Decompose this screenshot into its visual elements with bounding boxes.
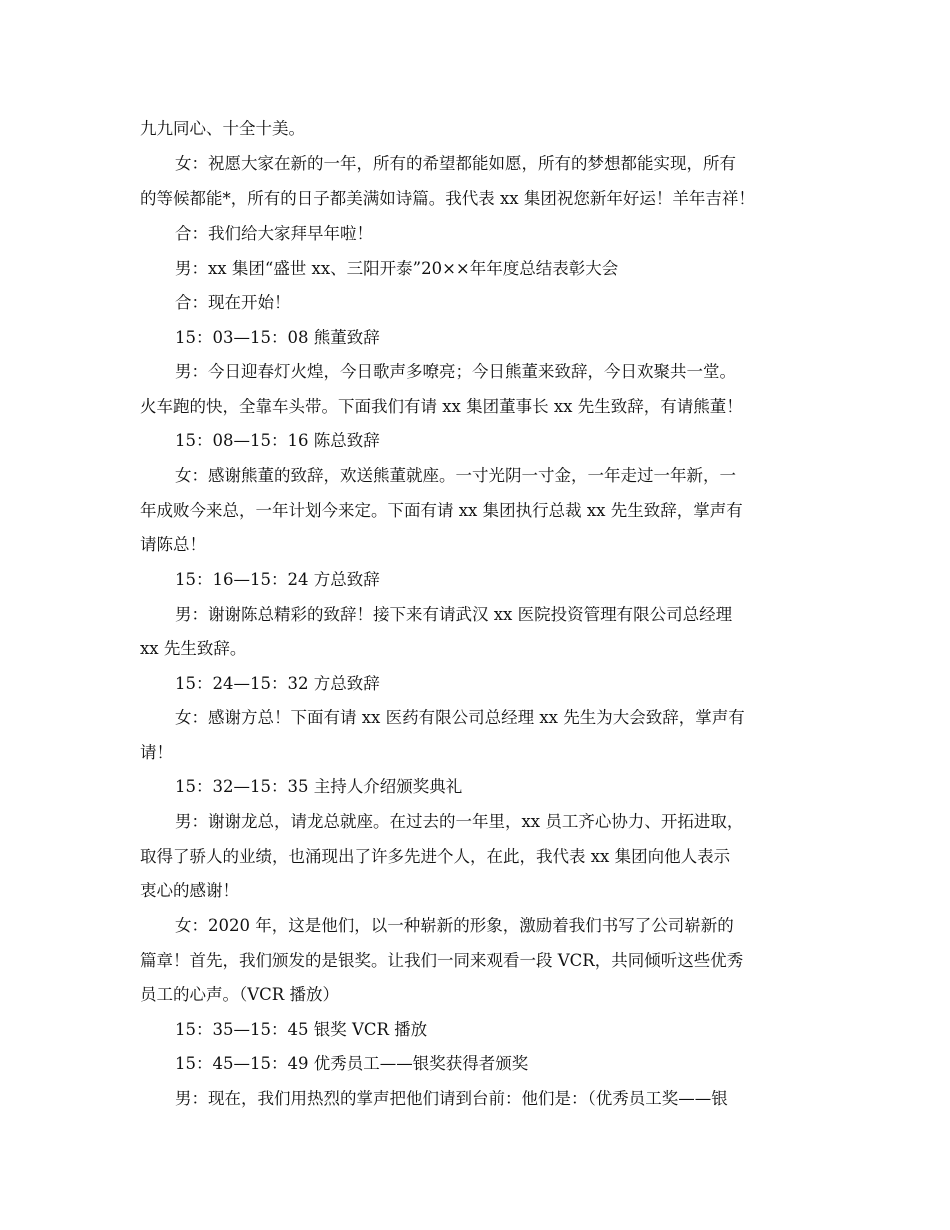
- text-line: 女：感谢熊董的致辞，欢送熊董就座。一寸光阴一寸金，一年走过一年新，一: [175, 466, 736, 485]
- text-line: 女：2020 年，这是他们，以一种崭新的形象，激励着我们书写了公司崭新的: [175, 916, 734, 935]
- text-line: 年成败今来总，一年计划今来定。下面有请 xx 集团执行总裁 xx 先生致辞，掌声有: [140, 501, 743, 520]
- section-heading: 15：35—15：45 银奖 VCR 播放: [175, 1020, 428, 1039]
- section-heading: 15：16—15：24 方总致辞: [175, 570, 380, 589]
- text-line: 合：现在开始！: [175, 293, 291, 312]
- section-heading: 15：08—15：16 陈总致辞: [175, 431, 380, 450]
- text-line: 员工的心声。（VCR 播放）: [140, 985, 339, 1004]
- text-line: 的等候都能*，所有的日子都美满如诗篇。我代表 xx 集团祝您新年好运！羊年吉祥！: [140, 189, 755, 208]
- text-line: 男：谢谢陈总精彩的致辞！接下来有请武汉 xx 医院投资管理有限公司总经理: [175, 605, 733, 624]
- text-line: xx 先生致辞。: [140, 639, 247, 658]
- section-heading: 15：32—15：35 主持人介绍颁奖典礼: [175, 777, 463, 796]
- section-heading: 15：24—15：32 方总致辞: [175, 674, 380, 693]
- text-line: 男：谢谢龙总，请龙总就座。在过去的一年里，xx 员工齐心协力、开拓进取，: [175, 812, 744, 831]
- text-line: 九九同心、十全十美。: [140, 119, 305, 138]
- text-line: 男：今日迎春灯火煌，今日歌声多嘹亮；今日熊董来致辞，今日欢聚共一堂。: [175, 362, 736, 381]
- text-line: 男：现在，我们用热烈的掌声把他们请到台前：他们是：（优秀员工奖——银: [175, 1089, 728, 1108]
- text-line: 衷心的感谢！: [140, 881, 239, 900]
- text-line: 火车跑的快，全靠车头带。下面我们有请 xx 集团董事长 xx 先生致辞，有请熊董！: [140, 397, 743, 416]
- text-line: 请！: [140, 743, 173, 762]
- text-line: 请陈总！: [140, 535, 206, 554]
- text-line: 女：感谢方总！下面有请 xx 医药有限公司总经理 xx 先生为大会致辞，掌声有: [175, 708, 745, 727]
- section-heading: 15：45—15：49 优秀员工——银奖获得者颁奖: [175, 1054, 529, 1073]
- text-line: 取得了骄人的业绩，也涌现出了许多先进个人，在此，我代表 xx 集团向他人表示: [140, 847, 731, 866]
- text-line: 合：我们给大家拜早年啦！: [175, 224, 373, 243]
- text-line: 篇章！首先，我们颁发的是银奖。让我们一同来观看一段 VCR，共同倾听这些优秀: [140, 951, 744, 970]
- text-line: 男：xx 集团“盛世 xx、三阳开泰”20××年年度总结表彰大会: [175, 259, 619, 278]
- text-line: 女：祝愿大家在新的一年，所有的希望都能如愿，所有的梦想都能实现，所有: [175, 154, 736, 173]
- section-heading: 15：03—15：08 熊董致辞: [175, 328, 380, 347]
